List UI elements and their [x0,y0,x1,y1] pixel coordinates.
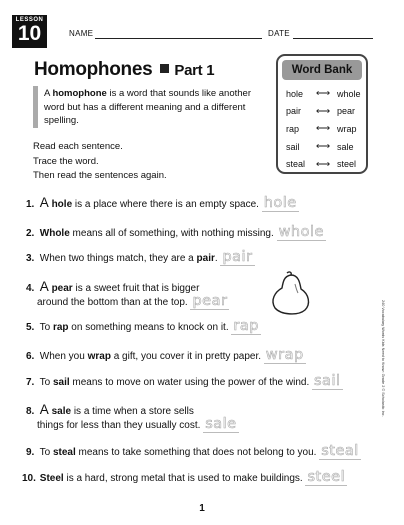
double-arrow-icon: ⟷ [315,88,331,100]
question-number: 3. [26,253,35,264]
word-b: whole [337,88,361,99]
question-7 [26,375,343,389]
question-number: 7. [26,377,35,388]
name-line[interactable] [95,38,262,39]
word-bank-list [278,85,366,173]
word-a: rap [286,123,300,134]
target-word: Steel [39,473,64,484]
question-number: 8. [26,406,35,417]
target-word: hole [51,199,73,210]
target-word: wrap [87,351,111,362]
double-arrow-icon: ⟷ [315,158,331,170]
trace-word[interactable]: sale [205,416,237,432]
question-8 [26,403,239,432]
sentence-text: is a hard, strong metal that is used to make buildings. [63,473,303,484]
word-a: steal [286,159,306,170]
word-pair [278,85,366,103]
sentence-text: means to move on water using the power of the wind. [69,377,310,388]
sentence-text: . [214,253,218,264]
instruction-line: Read each sentence. [33,141,123,152]
trace-word[interactable]: hole [263,195,297,211]
definition-box [33,86,259,128]
target-word: pair [196,253,215,264]
target-word: sale [51,406,72,417]
sentence-text: on something means to knock on it. [68,322,229,333]
sentence-text: things for less than they usually cost. [37,420,201,431]
word-bank [276,54,368,174]
question-6 [26,349,306,363]
lesson-label: LESSON [15,17,44,23]
trace-word[interactable]: sail [314,373,341,389]
instructions [33,140,167,184]
sentence-text: To [39,322,53,333]
lesson-badge [12,15,47,48]
trace-word[interactable]: pear [192,293,228,309]
word-a: sail [286,141,300,152]
question-10 [22,471,347,485]
question-1 [26,196,299,211]
sentence-text: is a place where there is an empty space. [72,199,259,210]
word-b: pear [337,106,356,117]
trace-word[interactable]: steel [307,469,346,485]
date-line[interactable] [293,38,373,39]
sentence-text: means to take something that does not belong to you. [75,447,317,458]
word-pair [278,120,366,138]
title-main: Homophones [34,59,153,80]
question-number: 1. [26,199,35,210]
double-arrow-icon: ⟷ [315,141,331,153]
word-b: wrap [337,123,357,134]
sentence-text: is a time when a store sells [71,406,194,417]
sentence-text: is a sweet fruit that is bigger [72,283,200,294]
sentence-start: A [39,402,49,417]
page-title [34,59,214,81]
trace-word[interactable]: whole [278,224,324,240]
word-pair [278,155,366,173]
trace-word[interactable]: steal [321,443,359,459]
sentence-text: To [39,377,53,388]
square-bullet-icon [160,64,169,73]
word-pair [278,138,366,156]
trace-word[interactable]: wrap [265,347,304,363]
instruction-line: Then read the sentences again. [33,170,167,181]
trace-word[interactable]: rap [233,318,259,334]
question-number: 5. [26,322,35,333]
pear-icon [265,270,313,316]
word-b: steel [337,159,357,170]
target-word: Whole [39,228,70,239]
definition-prefix: A [44,88,53,99]
question-number: 4. [26,283,35,294]
sentence-text: When you [39,351,88,362]
target-word: rap [52,322,69,333]
double-arrow-icon: ⟷ [315,123,331,135]
lesson-number: 10 [17,22,42,45]
sentence-start: A [39,279,49,294]
word-a: hole [286,88,304,99]
page-number: 1 [199,503,205,514]
question-number: 6. [26,351,35,362]
question-5 [26,320,261,334]
target-word: sail [52,377,70,388]
date-label: DATE [268,29,290,38]
word-pair [278,103,366,121]
title-part: Part 1 [174,62,215,79]
definition-term: homophone [52,88,107,99]
double-arrow-icon: ⟷ [315,105,331,117]
word-bank-title: Word Bank [282,60,362,80]
word-b: sale [337,141,354,152]
question-4 [26,280,229,309]
definition-text: is a word that sounds like another word but has a different meaning and a different spelling. [44,88,251,126]
sentence-text: When two things match, they are a [39,253,197,264]
question-number: 2. [26,228,35,239]
trace-word[interactable]: pair [222,249,253,265]
question-3 [26,251,255,265]
question-number: 9. [26,447,35,458]
sentence-text: around the bottom than at the top. [37,297,188,308]
question-9 [26,445,361,459]
word-a: pair [286,106,302,117]
sentence-text: means all of something, with nothing missing. [69,228,274,239]
target-word: pear [51,283,73,294]
sentence-start: A [39,195,49,210]
sentence-text: To [39,447,53,458]
instruction-line: Trace the word. [33,155,99,167]
sentence-text: a gift, you cover it in pretty paper. [110,351,262,362]
name-label: NAME [69,29,94,38]
question-2 [26,226,326,240]
target-word: steal [52,447,76,458]
question-number: 10. [22,473,36,484]
copyright-credit: 240 Vocabulary Words Kids Need to Know: Grade 2 © Scholastic Inc. [381,300,385,417]
